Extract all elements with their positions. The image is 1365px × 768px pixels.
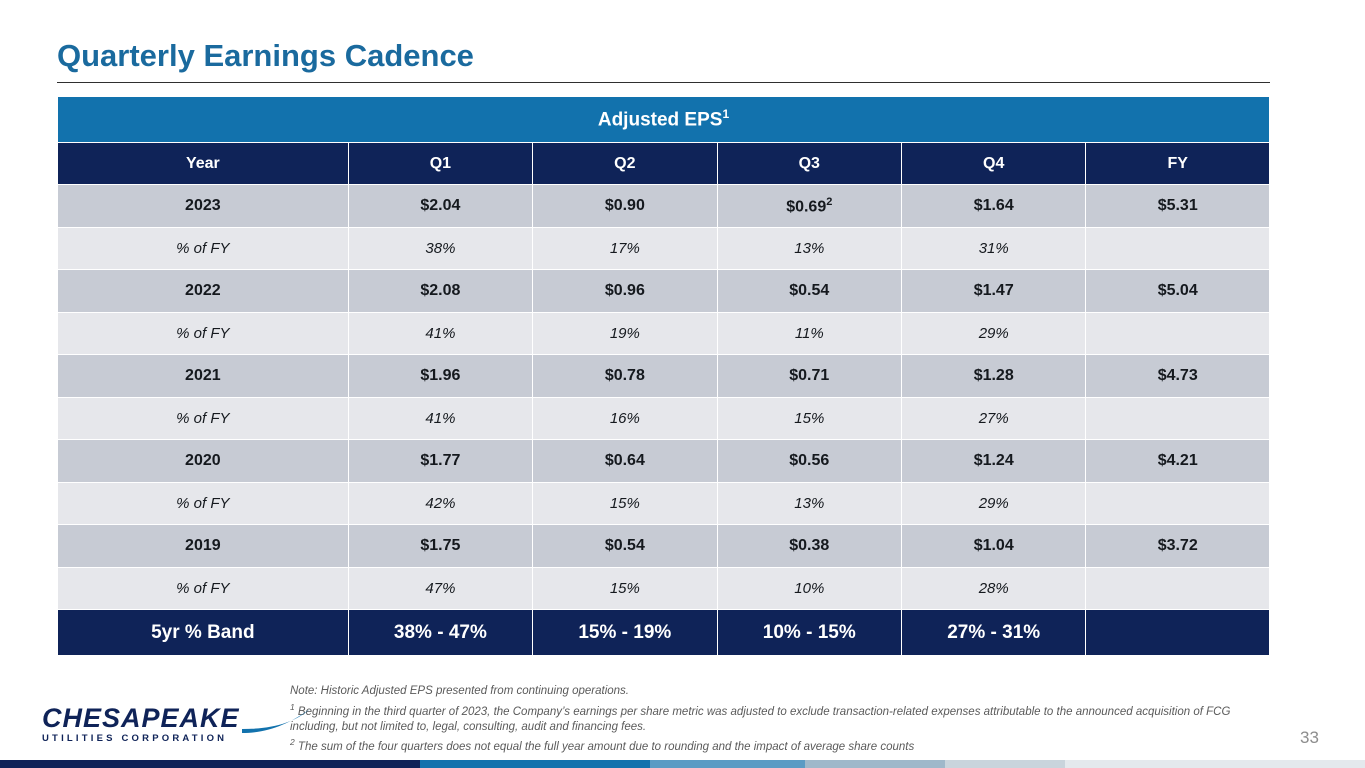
table-row xyxy=(58,440,1270,483)
cell-q1: $2.04 xyxy=(348,185,532,228)
cell-fy xyxy=(1086,313,1270,355)
cell-q2: 17% xyxy=(533,228,717,270)
row-label: % of FY xyxy=(58,483,349,525)
cell-fy: $4.73 xyxy=(1086,355,1270,398)
column-header-year: Year xyxy=(58,143,349,185)
row-label: 2019 xyxy=(58,525,349,568)
table-row xyxy=(58,228,1270,270)
column-header-q4: Q4 xyxy=(902,143,1086,185)
cell-q2: $0.90 xyxy=(533,185,717,228)
cell-q4: 28% xyxy=(902,568,1086,610)
column-header-fy: FY xyxy=(1086,143,1270,185)
cell-q1: $1.75 xyxy=(348,525,532,568)
cell-q3: 10% xyxy=(717,568,901,610)
cell-q1: 41% xyxy=(348,398,532,440)
row-label: % of FY xyxy=(58,313,349,355)
row-label: 5yr % Band xyxy=(58,610,349,656)
row-label: 2021 xyxy=(58,355,349,398)
cell-q4: 29% xyxy=(902,483,1086,525)
cell-q1: $2.08 xyxy=(348,270,532,313)
footer-segment xyxy=(650,760,805,768)
cell-q2: 15% xyxy=(533,483,717,525)
column-header-q3: Q3 xyxy=(717,143,901,185)
cell-q2: $0.64 xyxy=(533,440,717,483)
table-row xyxy=(58,355,1270,398)
cell-q4: $1.28 xyxy=(902,355,1086,398)
logo-tagline: UTILITIES CORPORATION xyxy=(42,733,228,744)
table-banner-superscript: 1 xyxy=(722,107,730,122)
cell-q3: 13% xyxy=(717,483,901,525)
cell-fy: $5.31 xyxy=(1086,185,1270,228)
footnotes xyxy=(290,684,1240,756)
cell-q1: 47% xyxy=(348,568,532,610)
cell-q2: $0.96 xyxy=(533,270,717,313)
cell-q3: $0.56 xyxy=(717,440,901,483)
cell-q4: $1.47 xyxy=(902,270,1086,313)
table-row xyxy=(58,270,1270,313)
page-number: 33 xyxy=(1300,728,1319,747)
cell-q1: 41% xyxy=(348,313,532,355)
cell-q2: 16% xyxy=(533,398,717,440)
table-banner-cell xyxy=(58,97,1270,143)
cell-q1: 38% xyxy=(348,228,532,270)
footer-segment xyxy=(420,760,650,768)
footnote-note: Note: Historic Adjusted EPS presented from continuing operations. xyxy=(290,685,630,697)
company-logo xyxy=(42,705,272,753)
cell-q4: 31% xyxy=(902,228,1086,270)
row-label: 2023 xyxy=(58,185,349,228)
cell-q3: 10% - 15% xyxy=(717,610,901,656)
footer-segment xyxy=(945,760,1065,768)
cell-fy xyxy=(1086,228,1270,270)
swoosh-icon xyxy=(240,707,312,742)
footnote-2-text: The sum of the four quarters does not equal the full year amount due to rounding and the impact of average share counts xyxy=(294,741,915,754)
table-row xyxy=(58,313,1270,355)
cell-q3-value: $0.69 xyxy=(786,198,827,216)
title-divider xyxy=(57,82,1270,83)
cell-q2: 15% xyxy=(533,568,717,610)
cell-q3: $0.54 xyxy=(717,270,901,313)
table-row xyxy=(58,185,1270,228)
cell-q1: 38% - 47% xyxy=(348,610,532,656)
row-label: % of FY xyxy=(58,398,349,440)
cell-fy xyxy=(1086,398,1270,440)
table-row-band xyxy=(58,610,1270,656)
cell-q4: 29% xyxy=(902,313,1086,355)
cell-q3: 11% xyxy=(717,313,901,355)
table-row xyxy=(58,483,1270,525)
table-row xyxy=(58,568,1270,610)
cell-q1: $1.96 xyxy=(348,355,532,398)
row-label: 2020 xyxy=(58,440,349,483)
eps-table-wrapper xyxy=(57,96,1270,656)
cell-q1: 42% xyxy=(348,483,532,525)
column-header-q1: Q1 xyxy=(348,143,532,185)
cell-fy: $4.21 xyxy=(1086,440,1270,483)
cell-q2: $0.54 xyxy=(533,525,717,568)
footnote-1-text: Beginning in the third quarter of 2023, the Company’s earnings per share metric was adjusted to exclude transaction-related expenses attributable to the announced acquisition of FCG including, but not limited to, legal, consulting, audit and financing fees. xyxy=(290,705,1231,733)
cell-fy: $3.72 xyxy=(1086,525,1270,568)
adjusted-eps-table xyxy=(57,96,1270,656)
footer-segment xyxy=(1065,760,1365,768)
cell-q3: 13% xyxy=(717,228,901,270)
cell-q1: $1.77 xyxy=(348,440,532,483)
cell-fy: $5.04 xyxy=(1086,270,1270,313)
table-header-row xyxy=(58,143,1270,185)
footnote-1 xyxy=(290,700,1240,736)
table-row xyxy=(58,398,1270,440)
footnote-2 xyxy=(290,735,1240,755)
table-row xyxy=(58,525,1270,568)
cell-q4: $1.24 xyxy=(902,440,1086,483)
row-label: 2022 xyxy=(58,270,349,313)
cell-fy xyxy=(1086,610,1270,656)
table-banner-row xyxy=(58,97,1270,143)
logo-wordmark: CHESAPEAKE xyxy=(42,703,240,733)
cell-fy xyxy=(1086,483,1270,525)
cell-q4: 27% xyxy=(902,398,1086,440)
cell-fy xyxy=(1086,568,1270,610)
footer-color-bar xyxy=(0,760,1365,768)
cell-q4: 27% - 31% xyxy=(902,610,1086,656)
row-label: % of FY xyxy=(58,228,349,270)
cell-q3: 15% xyxy=(717,398,901,440)
cell-q4: $1.04 xyxy=(902,525,1086,568)
footer-segment xyxy=(0,760,420,768)
cell-q4: $1.64 xyxy=(902,185,1086,228)
footer-segment xyxy=(805,760,945,768)
column-header-q2: Q2 xyxy=(533,143,717,185)
cell-q2: $0.78 xyxy=(533,355,717,398)
cell-q2: 15% - 19% xyxy=(533,610,717,656)
row-label: % of FY xyxy=(58,568,349,610)
cell-q3: $0.71 xyxy=(717,355,901,398)
cell-q3: $0.38 xyxy=(717,525,901,568)
cell-q3 xyxy=(717,185,901,228)
page-title: Quarterly Earnings Cadence xyxy=(57,38,474,73)
footnote-1-marker: 1 xyxy=(290,701,295,712)
cell-q2: 19% xyxy=(533,313,717,355)
cell-q3-superscript: 2 xyxy=(826,195,833,208)
table-banner-label: Adjusted EPS xyxy=(597,109,723,131)
footnote-2-marker: 2 xyxy=(290,737,295,748)
